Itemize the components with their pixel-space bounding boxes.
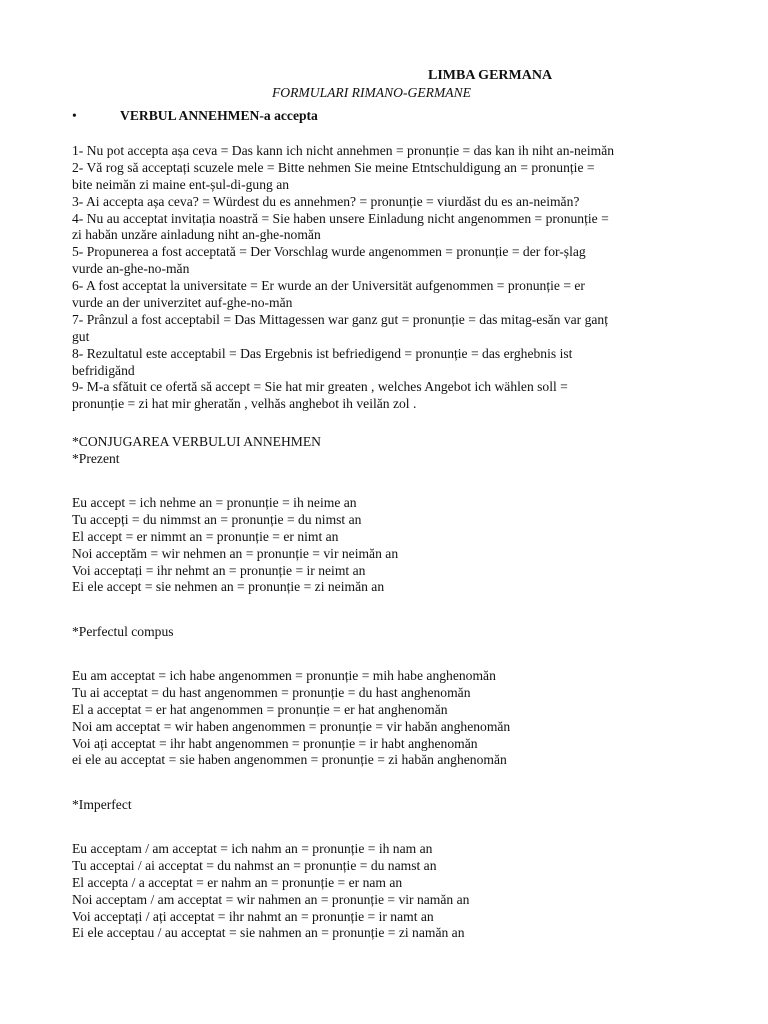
imperfect-conjugation-list [72, 841, 720, 942]
example-line: 9- M-a sfătuit ce ofertă să accept = Sie hat mir greaten , welches Angebot ich wählen soll = [72, 379, 568, 395]
example-line: gut [72, 328, 90, 344]
conjugation-line: Eu am acceptat = ich habe angenommen = pronunție = mih habe anghenomăn [72, 668, 496, 683]
conjugation-line: Noi am acceptat = wir haben angenommen = pronunție = vir habăn anghenomăn [72, 718, 511, 734]
example-line: 2- Vă rog să acceptați scuzele mele = Bitte nehmen Sie meine Etntschuldigung an = pronunție = [72, 159, 595, 175]
present-conjugation-list [72, 495, 720, 596]
example-line: 5- Propunerea a fost acceptată = Der Vorschlag wurde angenommen = pronunție = der for-șlag [72, 244, 586, 260]
perfect-conjugation-list [72, 668, 720, 769]
imperfect-heading-text: *Imperfect [72, 797, 132, 812]
example-line: vurde an-ghe-no-măn [72, 261, 190, 277]
conjugation-line: Ei ele accept = sie nehmen an = pronunție = zi neimăn an [72, 579, 385, 595]
example-line: zi habăn unzăre ainladung niht an-ghe-nomăn [72, 227, 321, 243]
conjugation-line: Tu acceptai / ai acceptat = du nahmst an = pronunție = du namst an [72, 857, 437, 873]
conjugation-line: Voi ați acceptat = ihr habt angenommen = pronunție = ir habt anghenomăn [72, 735, 478, 751]
imperfect-heading [72, 797, 720, 814]
perfect-heading-text: *Perfectul compus [72, 624, 174, 639]
section-heading-verb [72, 108, 712, 125]
document-subtitle: FORMULARI RIMANO-GERMANE [272, 85, 471, 100]
example-line: pronunție = zi hat mir gheratăn , velhăs anghebot ih veilăn zol . [72, 396, 417, 412]
example-line: befridigănd [72, 362, 135, 378]
conjugation-line: El a acceptat = er hat angenommen = pronunție = er hat anghenomăn [72, 701, 448, 717]
perfect-heading [72, 624, 720, 641]
document-title: LIMBA GERMANA [428, 68, 553, 83]
conjugation-line: Tu accepți = du nimmst an = pronunție = du nimst an [72, 511, 362, 527]
conjugation-line: Ei ele acceptau / au acceptat = sie nahmen an = pronunție = zi namăn an [72, 925, 465, 941]
example-line: 7- Prânzul a fost acceptabil = Das Mittagessen war ganz gut = pronunție = das mitag-esăn var ganț [72, 311, 608, 327]
example-line: 1- Nu pot accepta așa ceva = Das kann ich nicht annehmen = pronunție = das kan ih niht an-neimăn [72, 143, 615, 158]
conjugation-line: El accepta / a acceptat = er nahm an = pronunție = er nam an [72, 874, 403, 890]
example-line: 4- Nu au acceptat invitația noastră = Sie haben unsere Einladung nicht angenommen = pronunție = [72, 210, 609, 226]
conjugation-heading [72, 434, 720, 451]
example-line: 8- Rezultatul este acceptabil = Das Ergebnis ist befriedigend = pronunție = das erghebnis ist [72, 345, 573, 361]
conjugation-heading-text: *CONJUGAREA VERBULUI ANNEHMEN [72, 434, 321, 449]
example-line: vurde an der univerzitet auf-ghe-no-măn [72, 295, 293, 311]
conjugation-line: Tu ai acceptat = du hast angenommen = pronunție = du hast anghenomăn [72, 684, 471, 700]
example-line: 3- Ai accepta așa ceva? = Würdest du es annehmen? = pronunție = viurdăst du es an-neimăn? [72, 193, 580, 209]
conjugation-line: Voi acceptați = ihr nehmt an = pronunție = ir neimt an [72, 562, 366, 578]
conjugation-line: Eu acceptam / am acceptat = ich nahm an = pronunție = ih nam an [72, 841, 433, 856]
conjugation-line: Voi acceptați / ați acceptat = ihr nahmt an = pronunție = ir namt an [72, 908, 434, 924]
present-heading-text: *Prezent [72, 451, 120, 466]
conjugation-line: Noi acceptam / am acceptat = wir nahmen an = pronunție = vir namăn an [72, 891, 470, 907]
conjugation-line: Eu accept = ich nehme an = pronunție = ih neime an [72, 495, 357, 510]
bullet-icon: • [72, 108, 77, 123]
section-heading-text: VERBUL ANNEHMEN-a accepta [120, 108, 318, 123]
conjugation-line: ei ele au acceptat = sie haben angenommen = pronunție = zi habăn anghenomăn [72, 752, 507, 768]
conjugation-line: El accept = er nimmt an = pronunție = er nimt an [72, 528, 339, 544]
example-sentences [72, 143, 720, 413]
present-heading [72, 451, 720, 468]
example-line: bite neimăn zi maine ent-șul-di-gung an [72, 176, 290, 192]
conjugation-line: Noi acceptăm = wir nehmen an = pronunție = vir neimăn an [72, 545, 399, 561]
example-line: 6- A fost acceptat la universitate = Er wurde an der Universität aufgenommen = pronunție = er [72, 278, 585, 294]
